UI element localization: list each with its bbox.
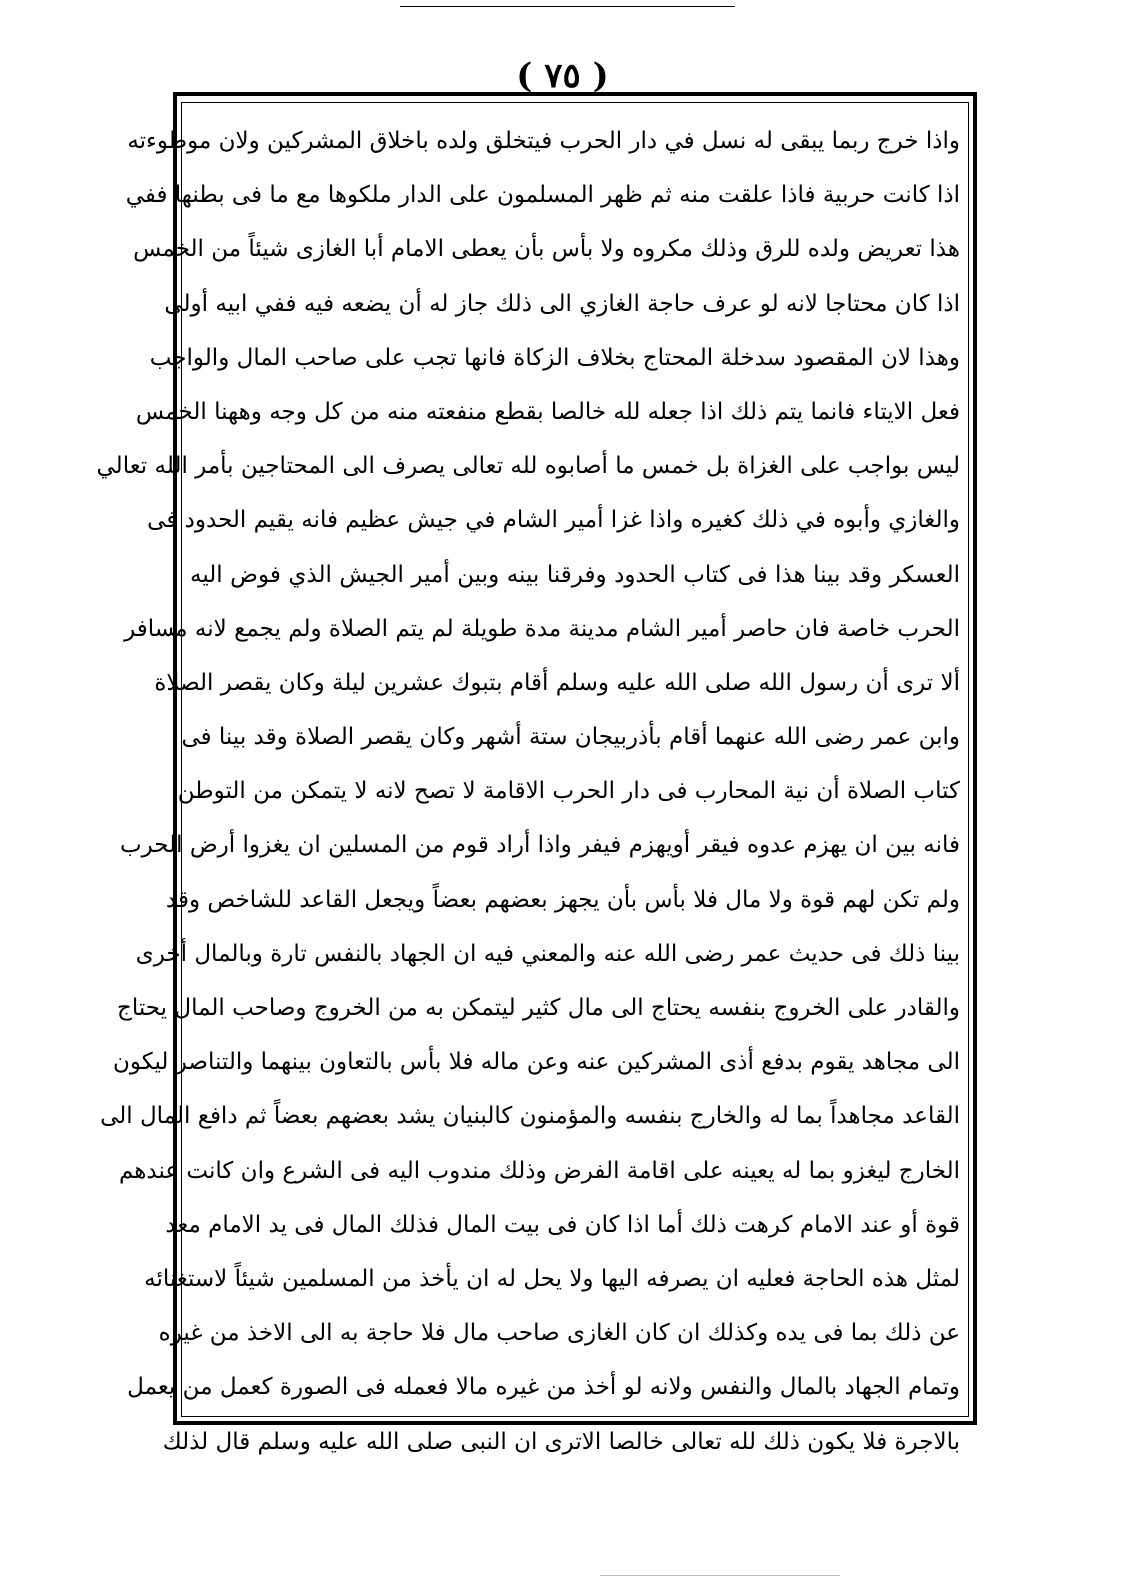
text-line: ولم تكن لهم قوة ولا مال فلا بأس بأن يجهز بعضهم بعضاً ويجعل القاعد للشاخص وقد xyxy=(165,886,960,913)
text-line: والغازي وأبوه في ذلك كغيره واذا غزا أمير الشام في جيش عظيم فانه يقيم الحدود فى xyxy=(147,507,960,534)
text-line: فانه بين ان يهزم عدوه فيقر أويهزم فيفر واذا أراد قوم من المسلين ان يغزوا أرض الحرب xyxy=(119,832,960,859)
text-line: اذا كانت حربية فاذا علقت منه ثم ظهر المسلمون على الدار ملكوها مع ما فى بطنها ففي xyxy=(125,182,960,209)
page-number: ( ٧٥ ) xyxy=(516,56,609,96)
text-line: القاعد مجاهداً بما له والخارج بنفسه والمؤمنون كالبنيان يشد بعضهم بعضاً ثم دافع المال الى xyxy=(100,1103,960,1130)
text-line: وتمام الجهاد بالمال والنفس ولانه لو أخذ من غيره مالا فعمله فى الصورة كعمل من يعمل xyxy=(127,1374,960,1401)
text-line: والقادر على الخروج بنفسه يحتاج الى مال كثير ليتمكن به من الخروج وصاحب المال يحتاج xyxy=(117,995,960,1021)
text-line: هذا تعريض ولده للرق وذلك مكروه ولا بأس بأن يعطى الامام أبا الغازى شيئاً من الخمس xyxy=(133,236,960,263)
text-line: الحرب خاصة فان حاصر أمير الشام مدينة مدة طويلة لم يتم الصلاة ولم يجمع لانه مسافر xyxy=(124,615,960,642)
bottom-scan-mark xyxy=(600,1575,840,1576)
text-line: بينا ذلك فى حديث عمر رضى الله عنه والمعني فيه ان الجهاد بالنفس تارة وبالمال أخرى xyxy=(135,940,960,967)
body-text xyxy=(96,114,960,1455)
text-line: اذا كان محتاجا لانه لو عرف حاجة الغازي الى ذلك جاز له أن يضعه فيه ففي ابيه أولى xyxy=(164,290,960,317)
text-line: العسكر وقد بينا هذا فى كتاب الحدود وفرقنا بينه وبين أمير الجيش الذي فوض اليه xyxy=(190,561,960,588)
text-line: الى مجاهد يقوم بدفع أذى المشركين عنه وعن ماله فلا بأس بالتعاون بينهما والتناصر ليكون xyxy=(113,1049,960,1076)
text-line: وابن عمر رضى الله عنهما أقام بأذربيجان ستة أشهر وكان يقصر الصلاة وقد بينا فى xyxy=(181,724,960,751)
text-line: كتاب الصلاة أن نية المحارب فى دار الحرب الاقامة لا تصح لانه لا يتمكن من التوطن xyxy=(177,778,960,805)
text-line: واذا خرج ربما يبقى له نسل في دار الحرب فيتخلق ولده باخلاق المشركين ولان موطوءته xyxy=(127,128,960,154)
text-line: ليس بواجب على الغزاة بل خمس ما أصابوه لله تعالى يصرف الى المحتاجين بأمر الله تعالي xyxy=(96,453,960,480)
text-line: ألا ترى أن رسول الله صلى الله عليه وسلم أقام بتبوك عشرين ليلة وكان يقصر الصلاة xyxy=(154,669,960,696)
text-line: قوة أو عند الامام كرهت ذلك أما اذا كان فى بيت المال فذلك المال فى يد الامام معد xyxy=(165,1211,960,1238)
text-line: وهذا لان المقصود سدخلة المحتاج بخلاف الزكاة فانها تجب على صاحب المال والواجب xyxy=(149,344,960,371)
text-line: الخارج ليغزو بما له يعينه على اقامة الفرض وذلك مندوب اليه فى الشرع وان كانت عندهم xyxy=(118,1157,960,1184)
text-line: عن ذلك بما فى يده وكذلك ان كان الغازى صاحب مال فلا حاجة به الى الاخذ من غيره xyxy=(158,1320,960,1347)
top-rule xyxy=(400,6,735,7)
text-line: فعل الايتاء فانما يتم ذلك اذا جعله لله خالصا بقطع منفعته منه من كل وجه وههنا الخمس xyxy=(135,398,960,425)
text-line: بالاجرة فلا يكون ذلك لله تعالى خالصا الاترى ان النبى صلى الله عليه وسلم قال لذلك xyxy=(162,1428,960,1455)
text-line: لمثل هذه الحاجة فعليه ان يصرفه اليها ولا يحل له ان يأخذ من المسلمين شيئاً لاستغنائه xyxy=(144,1265,960,1292)
